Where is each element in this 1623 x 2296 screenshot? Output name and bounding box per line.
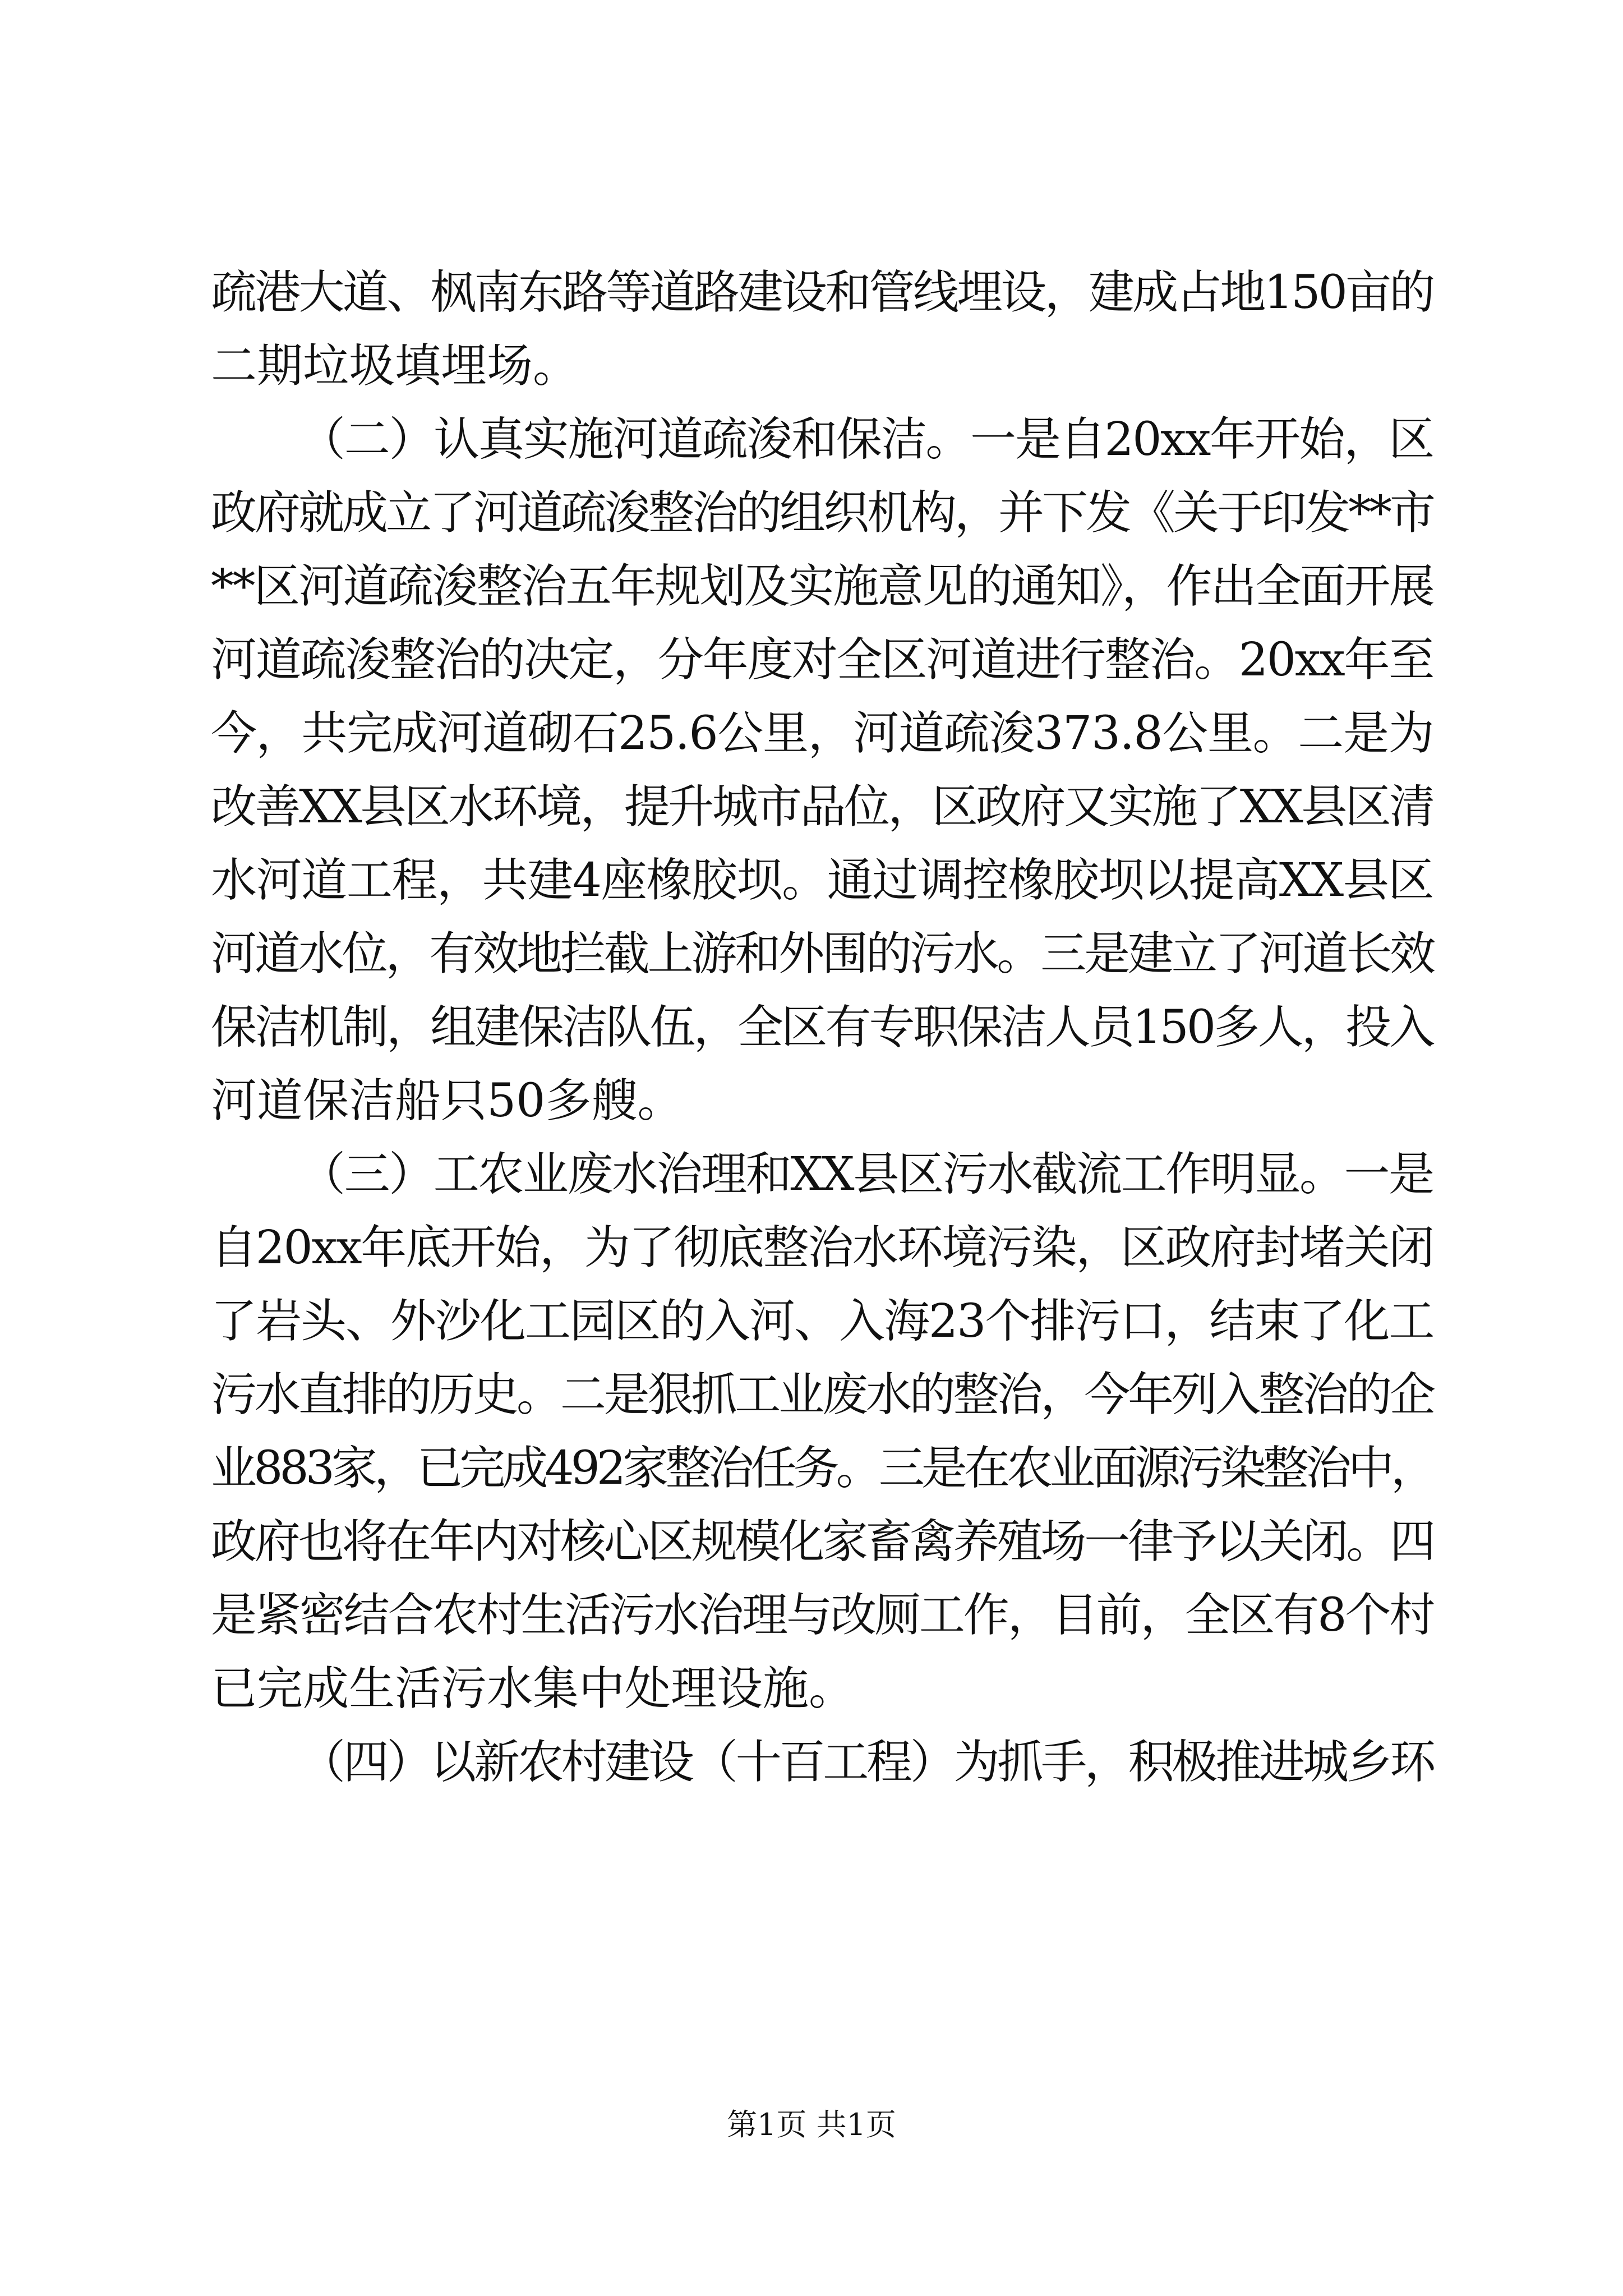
text-line: 了岩头、外沙化工园区的入河、入海23个排污口，结束了化工 — [211, 1295, 1434, 1348]
text-line: 改善XX县区水环境，提升城市品位，区政府又实施了XX县区清 — [211, 780, 1433, 834]
text-line: 二期垃圾填埋场。 — [211, 339, 579, 393]
page-footer: 第1页 共1页 — [727, 2107, 896, 2142]
text-line: 今，共完成河道砌石25.6公里，河道疏浚373.8公里。二是为 — [211, 707, 1434, 760]
text-line: 业883家，已完成492家整治任务。三是在农业面源污染整治中， — [211, 1442, 1434, 1495]
text-line: 是紧密结合农村生活污水治理与改厕工作，目前，全区有8个村 — [211, 1589, 1434, 1642]
text-line: 污水直排的历史。二是狠抓工业废水的整治，今年列入整治的企 — [211, 1368, 1434, 1421]
paragraph-start-line: （四）以新农村建设（十百工程）为抓手，积极推进城乡环 — [299, 1736, 1434, 1789]
paragraph-start-line: （二）认真实施河道疏浚和保洁。一是自20xx年开始，区 — [299, 413, 1433, 466]
text-line: 水河道工程，共建4座橡胶坝。通过调控橡胶坝以提高XX县区 — [211, 854, 1433, 907]
text-line: 政府也将在年内对核心区规模化家畜禽养殖场一律予以关闭。四 — [211, 1515, 1434, 1568]
text-line: 已完成生活污水集中处理设施。 — [211, 1662, 855, 1715]
text-line: 河道保洁船只50多艘。 — [211, 1074, 684, 1128]
text-line: 政府就成立了河道疏浚整治的组织机构，并下发《关于印发**市 — [211, 486, 1434, 540]
paragraph-start-line: （三）工农业废水治理和XX县区污水截流工作明显。一是 — [299, 1148, 1433, 1201]
text-line: 河道疏浚整治的决定，分年度对全区河道进行整治。20xx年至 — [211, 633, 1433, 687]
document-body — [211, 256, 1433, 1799]
text-line: 河道水位，有效地拦截上游和外围的污水。三是建立了河道长效 — [211, 927, 1434, 981]
text-line: 自20xx年底开始，为了彻底整治水环境污染，区政府封堵关闭 — [211, 1221, 1433, 1274]
text-line: **区河道疏浚整治五年规划及实施意见的通知》，作出全面开展 — [211, 560, 1434, 613]
text-line: 保洁机制，组建保洁队伍，全区有专职保洁人员150多人，投入 — [211, 1001, 1433, 1054]
text-line: 疏港大道、枫南东路等道路建设和管线埋设，建成占地150亩的 — [211, 266, 1433, 319]
